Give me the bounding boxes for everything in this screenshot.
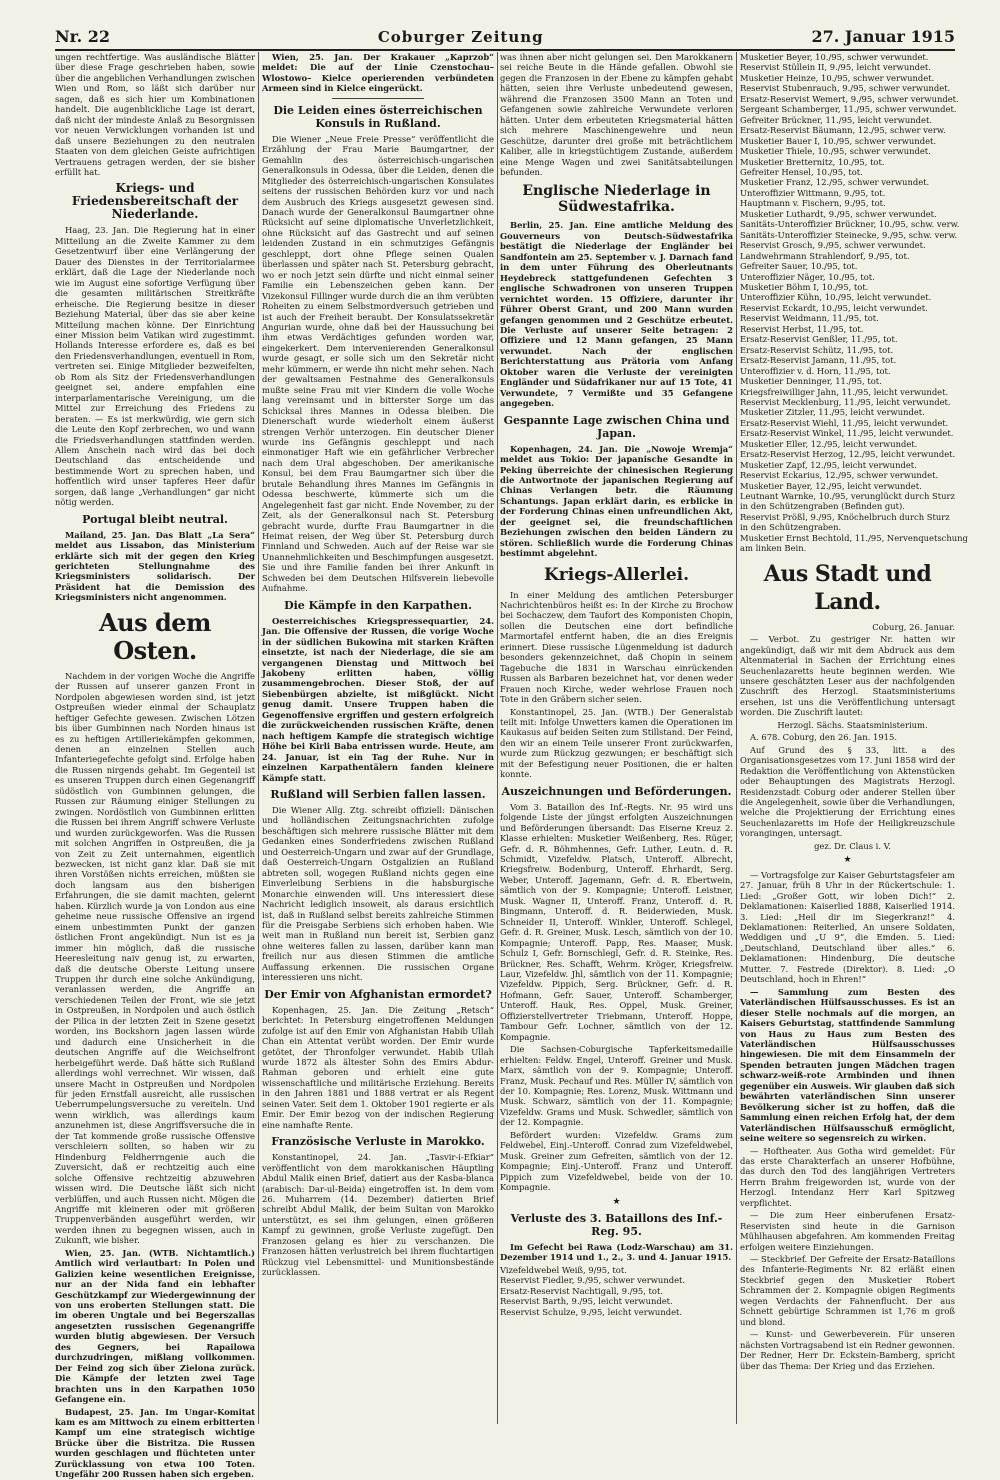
list-item: Ersatz-Reservist Bäumann, 12./95, schwer verw. [740, 125, 946, 136]
list-item: Hauptmann v. Fischern, 9./95, tot. [740, 198, 886, 209]
casualty-list [740, 52, 968, 554]
list-item: Ersatz-Reservist Herzog, 12./95, leicht verwundet. [740, 449, 956, 460]
article-text: Nachdem in der vorigen Woche die Angriffe der Russen auf unserer ganzen Front in Nordpolen abgewiesen worden sind, ist jetzt Ostpreußen wieder einmal der Schauplatz heftiger Gefechte gewesen. Zwischen Lötzen bis über Gumbinnen nach Norden hinaus ist es zu heftigen Artilleriekämpfen gekommen, denen an einzelnen Stellen auch Infanteriegefechte gefolgt sind. Erfolge haben die Russen nirgends gehabt. Im Gegenteil ist es unseren Truppen durch einen Gegenangriff südöstlich von Gumbinnen gelungen, die Russen zur Räumung einiger Stellungen zu zwingen. Nordöstlich von Gumbinnen erlitten die Russen bei ihrem Angriff schwere Verluste und wurden zurückgeworfen. Was die Russen mit solchen Angriffen in Ostpreußen, die ja von Zeit zu Zeit unternahmen, eigentlich bezwecken, ist nicht ganz klar. Daß sie mit ihren Vorstößen nichts erreichen, müßten sie doch langsam aus den bisherigen Erfahrungen, die sie damit machten, gelernt haben. Kürzlich wurde ja von London aus eine geheime neue russische Offensive an irgend einem unbestimmten Punkt der ganzen östlichen Front angekündigt. Nun ist es ja immer hin möglich, daß die russische Heeresleitung naiv genug ist, zu erwarten, daß die deutsche Oberste Leitung unsere Truppen ihr durch eine solche Ankündigung, veranlassen werden, die Angriffe an verschiedenen Teilen der Front, wie sie jetzt in Ostpreußen, in Nordpolen und auch östlich der Pilica in der letzten Zeit in Szene gesetzt worden, ins Bockshorn jagen lassen würde und dadurch eine Unsicherheit in die deutschen Angriffe auf die Weichselfront herbeigeführt werde. Daß hätte sich Rußland allerdings wohl verrechnet. Wir wissen, daß unsere Macht in Ostpreußen und Nordpolen für jeden Ernstfall ausreicht, alle russischen Ueberrumpelungsversuche zu vereiteln. Und wenn wirklich, was allerdings kaum anzunehmen ist, diese Angriffsversuche die in der Tat kommende große russische Offensive verschleiern sollten, so haben wir zu Hindenburg Feldherrngenie auch die Zuversicht, daß er rechtzeitig auch eine solche Offensive rechtzeitig abzuwehren wissen wird. Die Deutsche läßt sich nicht verblüffen, und auch Russen nicht. Mögen die Angriffe mit kleineren oder mit größeren Truppenverbänden ausgeführt werden, wir werden ihnen zu begegnen wissen, auch in Zukunft, wie bisher. [55, 670, 255, 1246]
list-item: Musketier Ernst Bechtold, 11./95, Nervenquetschung [740, 532, 968, 543]
column-3 [500, 52, 733, 1424]
list-item: Musketier Beyer, 10./95, schwer verwundet. [740, 52, 929, 62]
list-item: am linken Bein. [740, 543, 807, 554]
issue-date: 27. Januar 1915 [811, 27, 955, 46]
list-item: Sanitäts-Unteroffizier Steinecke, 9./95, schw. verw. [740, 229, 958, 240]
list-item: Reservist Mecklenburg, 11./95, leicht verwundet. [740, 396, 951, 407]
article-text: — Die zum Heer einberufenen Ersatz-Reservisten sind heute in die Garnison Mühlhausen abgefahren. Am kommenden Freitag erfolgen weitere Einziehungen. [740, 1210, 955, 1252]
article-text: — Vortragsfolge zur Kaiser Geburtstagsfeier am 27. Januar, früh 8 Uhr in der Rückertschule: 1. Lied: „Großer Gott, wir loben Dich!“ 2. Deklamationen: Kaiserlied 1888, Kaiserlied 1914. 3. Lied: „Heil dir im Siegerkranz!“ 4. Deklamationen: Reiterlied, An unsere Soldaten, Weddigen und „U 9“, die Emden. 5. Lied: „Deutschland, Deutschland über alles.“ 6. Deklamationen: Hindenburg, Die deutsche Mutter. 7. Festrede (Direktor). 8. Lied: „O Deutschland, hoch in Ehren!“ [740, 869, 955, 985]
article-text: Wien, 25. Jan. (WTB. Nichtamtlich.) Amtlich wird verlautbart: In Polen und Galizien keine wesentlichen Ereignisse, nur an der Nida fand ein lebhafter Geschützkampf zur Wiedergewinnung der von uns eroberten Stellungen statt. Die im oberen Ungtale und bei Begerszallas angesetzten russischen Gegenangriffe wurden blutig abgewiesen. Der Versuch des Gegners, bei Rapailowa durchzudringen, mißlang vollkommen. Der Feind zog sich über Zielona zurück. Die Kämpfe der letzten zwei Tage brachten uns in den Karpathen 1050 Gefangene ein. [55, 1247, 255, 1405]
star-divider: ★ [843, 855, 852, 866]
list-item: Ersatz-Reservist Wemert, 9./95, schwer verwundet. [740, 93, 959, 104]
list-item: Ersatz-Reservist Winkel, 11./95, leicht verwundet. [740, 428, 954, 439]
article-text: Herzogl. Sächs. Staatsministerium. [777, 719, 928, 730]
headline-emir: Der Emir von Afghanistan ermordet? [264, 987, 492, 1001]
list-item: Vizefeldwebel Weiß, 9/95, tot. [500, 1264, 627, 1275]
headline-kriegs-allerlei: Kriegs-Allerlei. [543, 564, 690, 585]
list-item: Reservist Eckardt, 10./95, leicht verwundet. [740, 302, 928, 313]
list-item: Gefreiter Hensel, 10./95, tot. [740, 166, 863, 177]
signature-line: gez. Dr. Claus i. V. [814, 840, 891, 851]
list-item: Reservist Prößl, 9./95, Knöchelbruch durch Sturz [740, 511, 950, 522]
list-item: Leutnant Warnke, 10./95, verunglückt durch Sturz [740, 491, 955, 502]
article-text: Konstantinopel, 24. Jan. „Tasvir-i-Efkiar“ veröffentlicht von dem marokkanischen Häuptling Abdul Malik einen Brief, datiert aus der Kasba-blanca (arabisch: Dar-ul-Beida) eingetroffen ist. In dem vom 26. Muharrem (14. Dezember) datierten Brief schreibt Abdul Malik, der beim Sultan von Marokko unterstützt, es sei ihm gelungen, einen größeren Kampf zu gewinnen, große Verluste zugefügt. Den Franzosen gelang es hier zu verschanzen. Die Franzosen hätten verlustreich bei ihrem fluchtartigen Rückzug viel Lebensmittel- und Munitionsbestände zurücklassen. [262, 1152, 494, 1278]
column-rule [258, 52, 259, 1424]
list-item: Musketier Heinze, 10./95, schwer verwundet. [740, 72, 935, 83]
article-text: — Hoftheater. Aus Gotha wird gemeldet: Für das erste Charakterfach an unserer Hofbühne, das durch den Tod des langjährigen Vertreters Herrn Brahm freigeworden ist, wurde von der Herzogl. Intendanz Herr Karl Spitzweg verpflichtet. [740, 1145, 955, 1208]
list-item: Unteroffizier Wittmann, 9./95, tot. [740, 187, 886, 198]
article-text: was ihnen aber nicht gelungen sei. Den Marokkanern sei reiche Beute in die Hände gefallen. Obwohl sie gegen die Franzosen in der Ebene zu kämpfen gehabt hätten, seien ihre Verluste unbedeutend gewesen, während die Franzosen 3500 Mann an Toten und Gefangenen sowie zahlreiche Verwundete verloren hätten. Unter dem erbeuteten Kriegsmaterial hätten sich mehrere Maschinengewehre und neun Geschütze, darunter drei große mit beträchtlichem Kaliber, alle in kriegstüchtigem Zustande, außerdem eine Menge Wagen und zwei Sanitätsabteilungen befunden. [500, 52, 733, 177]
list-item: Reservist Barth, 9./95, leicht verwundet. [500, 1296, 673, 1307]
article-text: Kopenhagen, 24. Jan. Die „Nowoje Wremja“ meldet aus Tokio: Der japanische Gesandte in Peking überreichte der chinesischen Regierung die Antwortnote der japanischen Regierung auf Chinas Verlangen betr. die Räumung Schantungs. Japan erklärt darin, es erblicke in der Forderung Chinas einen unfreundlichen Akt, der geeignet sei, die freundschaftlichen Beziehungen zwischen den beiden Ländern zu stören. Schließlich wurde die Forderung Chinas bestimmt abgelehnt. [500, 443, 733, 559]
headline-aus-dem-osten: Aus dem Osten. [99, 607, 211, 665]
list-item: Sergeant Schamberger, 11./95, schwer verwundet. [740, 104, 957, 115]
list-item: Reservist Eckarius, 12./95, schwer verwundet. [740, 470, 939, 481]
headline-verluste: Verluste des 3. Bataillons des Inf.-Reg. 95. [510, 1211, 723, 1238]
list-item: Kriegsfreiwilliger Jahn, 11./95, leicht verwundet. [740, 386, 949, 397]
newspaper-title: Coburger Zeitung [377, 28, 544, 46]
headline-aus-stadt-und-land: Aus Stadt und Land. [763, 560, 932, 615]
list-item: Musketier Thiele, 10./95, schwer verwundet. [740, 146, 931, 157]
separator [332, 98, 425, 99]
list-item: Musketier Eller, 12./95, leicht verwundet. [740, 438, 918, 449]
list-item: Reservist Stubenrauch, 9./95, schwer verwundet. [740, 83, 951, 94]
list-item: Musketier Bayer, 12./95, leicht verwundet. [740, 480, 922, 491]
article-text: In einer Meldung des amtlichen Petersburger Nachrichtenbüros heißt es: In der Kirche zu Brochow bei Sochaczew, dem Taufort des Komponisten Chopin, sollen die Deutschen eine dort befindliche Marmortafel entfernt haben, die an dies Ereignis erinnert. Diese russische Lügenmeldung ist dadurch besonders gekennzeichnet, daß Chopin in seinem Tagebuche die 1831 in Warschau einrückenden Russen als Barbaren bezeichnet hat, vor denen weder Frauen noch Kirche, weder wehrlose Frauen noch Tote in den Gräbern sicher seien. [500, 589, 733, 705]
headline-auszeichnungen: Auszeichnungen und Beförderungen. [501, 784, 732, 798]
article-text: Die Wiener „Neue Freie Presse“ veröffentlicht die Erzählung der Frau Marie Baumgartner, der Gemahlin des österreichisch-ungarischen Generalkonsuls in Odessa, über die Leiden, denen die Mitglieder des österreichisch-ungarischen Konsulates seitens der russischen Behörden kurz vor und nach dem Ausbruch des Kriegs ausgesetzt gewesen sind. Danach wurde der Generalkonsul Baumgartner ohne Rücksicht auf seine diplomatische Unverletzlichkeit, ohne Rücksicht auf das Gastrecht und auf seinen leidenden Zustand in ein schmutziges Gefängnis geschleppt, dort ohne Pflege seinen Qualen überlassen und später nach St. Petersburg gebracht, wo er noch jetzt sein dürfte und nicht einmal seiner Familie ein Lebenszeichen geben kann. Der Vizekonsul Fillinger wurde durch die an ihm verübten Roheiten zu einem Selbstmordversuch getrieben und ist auch der Freiheit beraubt. Der Konsulatssekretär Angurian wurde, ohne daß bei der Haussuchung bei ihm etwas Verdächtiges gefunden worden war, eingekerkert. Dem intervenierenden Generalkonsul wurde gesagt, er solle sich um den Sekretär nicht mehr kümmern, er werde ihn nicht mehr sehen. Nach der gewaltsamen Festnahme des Generalkonsuls mußte seine Frau mit vier Kindern die volle Woche lang vereinsamt und in bitterster Sorge um das Schicksal ihres Mannes in Odessa bleiben. Die Dienerschaft wurde wiederholt einem äußerst strengen Verhör unterzogen. Ein deutscher Diener wurde ins Gefängnis geschleppt und nach einmonatiger Haft wie ein gefährlicher Verbrecher nach dem Ural abgeschoben. Der amerikanische Konsul, bei dem Frau Baumgartner sich über die brutale Behandlung ihres Mannes im Gefängnis in Odessa beschwerte, kümmerte sich um die Angelegenheit fast gar nicht. Ende November, zu der Zeit, als der Generalkonsul nach St. Petersburg gebracht wurde, durfte Frau Baumgartner in die Heimat reisen, der Weg über St. Petersburg durch Finnland und Schweden. Auch auf der Reise war sie Unannehmlichkeiten und Beschimpfungen ausgesetzt. Sie und ihre Familie fanden bei ihrer Ankunft in Schweden bei dem Deutschen Hilfsverein liebevolle Aufnahme. [262, 133, 494, 594]
headline-portugal: Portugal bleibt neutral. [82, 512, 228, 526]
list-item: Gefreiter Sauer, 10./95, tot. [740, 261, 858, 272]
column-1 [55, 52, 255, 1480]
article-text: Berlin, 25. Jan. Eine amtliche Meldung des Gouverneurs von Deutsch-Südwestafrika bestätigt die Niederlage der Engländer bei Sandfontein am 25. September v. J. Darnach fand in dem unter Führung des Oberleutnants Heydebreck stattgefundenen Gefechten 3 englische Schwadronen von unseren Truppen vernichtet worden. 15 Offiziere, darunter ihr Führer Oberst Grant, und 200 Mann wurden gefangen genommen und 2 Geschütze erbeutet. Die Verluste auf unserer Seite betragen: 2 Offiziere und 12 Mann gefangen, 25 Mann verwundet. Nach der englischen Berichterstattung aus Prätoria vom Anfang Oktober waren die Verluste der vereinigten Engländer und Südafrikaner nur auf 15 Tote, 41 Verwundete, 7 Vermißte und 35 Gefangene angegeben. [500, 220, 733, 409]
star-divider: ★ [612, 1196, 621, 1207]
article-text: Kopenhagen, 25. Jan. Die Zeitung „Retsch“ berichtet: In Petersburg eingetroffenen Meldungen zufolge ist auf den Emir von Afghanistan Habib Ullah Chan ein Attentat verübt worden. Der Emir wurde getötet, der Thronfolger verwundet. Habib Ullah wurde 1872 als ältester Sohn des Emirs Abdur-Rahman geboren und erhielt eine gute wissenschaftliche und militärische Erziehung. Bereits in den Jahren 1881 und 1888 vertrat er als Regent seinen Vater. Seit dem 1. Oktober 1901 regierte er als Emir. Der Emir bezog von der indischen Regierung eine namhafte Rente. [262, 1004, 494, 1130]
article-text: — Steckbrief. Der Gefreite der Ersatz-Bataillons des Infanterie-Regiments Nr. 82 erläßt einen Steckbrief gegen den Musketier Robert Schrammen der 2. Kompagnie obigen Regiments wegen Verdachts der Fahnenflucht. Der aus Schnett gebürtige Schrammen ist 1,76 m groß und blond. [740, 1254, 955, 1327]
list-item: Musketier Denninger, 11./95, tot. [740, 376, 882, 387]
list-item: Musketier Franz, 12./95, schwer verwundet. [740, 177, 930, 188]
list-item: Musketier Luthardt, 9./95, schwer verwundet. [740, 208, 937, 219]
list-item: Reservist Schulze, 9./95, leicht verwundet. [500, 1306, 683, 1317]
article-text: Auf Grund des § 33, litt. a des Organisationsgesetzes vom 17. Juni 1858 wird der Redaktion die Veröffentlichung von Aktenstücken oder Behauptungen des Magistrats Herzogl. Residenzstadt Coburg oder anderer Stellen über die Angelegenheit, sowie über die Verhandlungen, welche die Projektierung der Errichtung eines Seuchenlazaretts im Hofe der Heiligkreuzschule vorangingen, untersagt. [740, 744, 955, 839]
list-item: Reservist Herbst, 11./95, tot. [740, 323, 864, 334]
list-item: Ersatz-Reservist Nachtigall, 9./95, tot. [500, 1285, 663, 1296]
list-item: Musketier Böhm I, 10./95, tot. [740, 281, 869, 292]
article-text: Konstantinopel, 25. Jan. (WTB.) Der Generalstab teilt mit: Infolge Unwetters kamen die Operationen im Kaukasus auf beiden Seiten zum Stillstand. Der Feind, den wir an einem Teile unserer Front zurückwarfen, wurde zum Rückzug gezwungen; er beschäftigt sich mit der Befestigung neuer Positionen, die er halten konnte. [500, 706, 733, 780]
article-text: A. 678. Coburg, den 26. Jan. 1915. [750, 732, 897, 743]
headline-karpathen: Die Kämpfe in den Karpathen. [284, 598, 472, 612]
headline-suedwestafrika: Englische Niederlage in Südwestafrika. [522, 183, 711, 216]
headline-serbien: Rußland will Serbien fallen lassen. [270, 788, 486, 801]
column-2 [262, 52, 494, 1424]
list-item: Reservist Weidmann, 11./95, tot. [740, 313, 879, 324]
headline-niederlande: Kriegs- und Friedensbereitschaft der Niederlande. [71, 181, 239, 222]
article-text: Im Gefecht bei Rawa (Lodz-Warschau) am 31. Dezember 1914 und 1., 2., 3. und 4. Januar 1915. [500, 1241, 733, 1263]
casualty-list [500, 1265, 733, 1317]
article-text: — Sammlung zum Besten des Vaterländischen Hülfsausschusses. Es ist an dieser Stelle nochmals auf die morgen, an Kaisers Geburtstag, stattfindende Sammlung von Haus zu Haus zum Besten des Vaterländischen Hülfsausschusses hingewiesen. Die mit dem Einsammeln der Spenden betrauten jungen Mädchen tragen schwarz-weiß-rote Armbinden und ihnen gegenüber ein Ausweis. Wir glauben daß sich bewährten vaterländischen Sinn unserer Bevölkerung sicher ist zu hoffen, daß die Sammlung einen reichen Erfolg hat, der dem Vaterländischen Hülfsausschuß ermöglicht, seine weitere so segensreich zu wirken. [740, 986, 955, 1144]
article-text: Mailand, 25. Jan. Das Blatt „La Sera“ meldet aus Lissabon, das Ministerium erklärte sich mit der gegen den Krieg gerichteten Stellungnahme des Kriegsministers solidarisch. Der Präsident hat die Demission des Kriegsministers nicht angenommen. [55, 529, 255, 603]
article-text: Haag, 23. Jan. Die Regierung hat in einer Mitteilung an die Zweite Kammer zu dem Gesetzentwurf über eine Verlängerung der Dauer des Dienstes in der Territorialarmee erklärt, daß die Lage der Niederlande noch wie im August eine sofortige Verfügung über die gesamten militärischen Streitkräfte erheische. Die Regierung besitze in dieser Beziehung Material, über das sie aber keine Mitteilung machen könne. Der Einrichtung einer Mission beim Vatikan wird zugestimmt. Hollands Interesse erfordere es, daß es bei den Friedensverhandlungen, eventuell in Rom, vertreten sei. Einige Mitglieder bezweifelten, ob Rom als Sitz der Friedensverhandlungen geeignet sei, andere empfahlen eine interparlamentarische Vereinigung, um die Mittel zur Erreichung des Friedens zu beraten. — Es ist merkwürdig, wie gern sich die Leute den Kopf zerbrechen, wo und wann die Friedsverhandlungen stattfinden werden. Allem Anschein nach wird das bei doch Deutschland das entscheidende und bestimmende Wort zu sprechen haben, und hoffentlich wird unser tapferes Heer dafür sorgen, daß lange „Verhandlungen“ gar nicht nötig werden. [55, 225, 255, 508]
article-text: Budapest, 25. Jan. Im Ungar-Komitat kam es am Mittwoch zu einem erbitterten Kampf um eine strategisch wichtige Brücke über die Bistritza. Die Russen wurden geschlagen und flüchteten unter Zurücklassung von etwa 100 Toten. Ungefähr 200 Russen haben sich ergeben. [55, 1406, 255, 1480]
list-item: Ersatz-Reservist Schütz, 11./95, tot. [740, 344, 894, 355]
article-text: Vom 3. Bataillon des Inf.-Regts. Nr. 95 wird uns folgende Liste der jüngst erfolgten Auszeichnungen und Beförderungen übersandt: Das Eiserne Kreuz 2. Klasse erhielten: Musketier Weißenberg, Res. Rüger, Gefr. d. R. Böhmhennes, Gefr. Luther, Leutn. d. R. Schmidt, Vizefeldw. Platsch, Unteroff. Albrecht, Kriegsfreiw. Bodenburg, Unteroff. Ehrhardt, Serg. Weber, Unteroff. Jagemann, Gefr. d. R. Ebertwein, sämtlich von der 9. Kompagnie; Unteroff. Leistner, Musk. Wagner II, Unteroff. Franz, Unteroff. d. R. Bingmann, Unteroff. d. R. Beiderwieden, Musk. Schneider II, Unteroff. Winkler, Unteroff. Schlegel, Gefr. d. R. Greiner, Musk. Lesch, sämtlich von der 10. Kompagnie; Unteroff. Papp, Res. Maaser, Musk. Schulz I, Gefr. Bornschlegl, Gefr. d. R. Steinke, Res. Brückner, Res. Schafft, Wehrm. Kröger, Kriegsfreiw. Laur, Vizefeldw. Jhl, sämtlich von der 11. Kompagnie; Vizefeldw. Pippich, Serg. Brückner, Gefr. d. R. Hofmann, Gefr. Sauer, Unteroff. Schamberger, Unteroff. Hauk, Res. Oppel, Musk. Greiner, Offizierstellvertreter Triebmann, Unteroff. Hoppe, Tambour Gefr. Lochner, sämtlich von der 12. Kompagnie. [500, 801, 733, 1042]
list-item: Musketier Zitzler, 11./95, leicht verwundet. [740, 407, 925, 418]
article-text: Wien, 25. Jan. Der Krakauer „Kaprzob“ meldet: Die auf der Linie Czenstochau–Wlostowo– Kielce operierenden verbündeten Armeen sind in Kielce eingerückt. [262, 52, 494, 94]
dateline: Coburg, 26. Januar. [872, 621, 955, 632]
list-item: Reservist Grosch, 9./95, schwer verwundet. [740, 240, 926, 251]
column-4 [740, 52, 968, 1424]
list-item: Unteroffizier v. d. Horn, 11./95, tot. [740, 365, 891, 376]
article-text: ungen rechtfertige. Was ausländische Blätter über diese Frage geschrieben haben, sowie über die angeblichen Verhandlungen zwischen Wien und Rom, so läßt sich darüber nur sagen, daß es sich hier um Kombinationen handelt. Die augenblickliche Lage ist derart, daß nicht der mindeste Anlaß zu Besorgnissen vor neuen Verwicklungen vorhanden ist und daß unsere Beziehungen zu den neutralen Staaten von dem gleichen Geiste aufrichtigen Vertrauens getragen werden, der sie bisher erfüllt hat. [55, 52, 255, 177]
list-item: Unteroffizier Kühn, 10./95, leicht verwundet. [740, 292, 932, 303]
headline-marokko: Französische Verluste in Marokko. [271, 1135, 485, 1149]
article-text: Die Wiener Allg. Ztg. schreibt offiziell: Dänischen und holländischen Zeitungsnachrichten zufolge beschäftigen sich mehrere russische Blätter mit dem Gedanken eines Sonderfriedens zwischen Rußland und Oesterreich-Ungarn und zwar auf der Grundlage, daß Oesterreich-Ungarn Ostgalizien an Rußland abtreten soll, wogegen Rußland nichts gegen eine Einverleibung Serbiens in die habsburgische Monarchie einwenden will. Uns interessiert diese Nachricht lediglich insoweit, als daraus ersichtlich ist, daß in Rußland selbst bereits zahlreiche Stimmen für die Preisgabe Serbiens sich erhoben haben. Wie weit man in Rußland nun bereit ist, Serbien ganz ohne weiteres fallen zu lassen, darüber kann man freilich nur aus diesen Stimmen die amtliche Auffassung erkennen. Die russischen Organe interessieren uns nicht. [262, 805, 494, 983]
article-text: Befördert wurden: Vizefeldw. Grams zum Feldwebel, Einj.-Unteroff. Conrad zum Vizefeldwebel, Musk. Greiner zum Gefreiten, sämtlich von der 12. Kompagnie; Einj.-Unteroff. Franz und Unteroff. Pippich zum Vizefeldwebel, beide von der 10. Kompagnie. [500, 1129, 733, 1193]
column-rule [736, 52, 737, 1424]
list-item: Musketier Bauer I, 10./95, schwer verwundet. [740, 135, 937, 146]
list-item: Ersatz-Reservist Genßler, 11./95, tot. [740, 334, 898, 345]
list-item: Ersatz-Reservist Jamann, 11./95, tot. [740, 355, 897, 366]
headline-konsul: Die Leiden eines österreichischen Konsuls in Rußland. [273, 103, 483, 130]
list-item: Ersatz-Reservist Wiehl, 11./95, leicht verwundet. [740, 417, 949, 428]
list-item: Reservist Fiedler, 9./95, schwer verwundet. [500, 1275, 686, 1286]
article-text: — Verbot. Zu gestriger Nr. hatten wir angekündigt, daß wir mit dem Abdruck aus dem Altenmaterial in Sachen der Errichtung eines Seuchenlazaretts heute beginnen werden. Wie unsere geschätzten Leser aus der nachfolgenden Zuschrift des Herzogl. Staatsministeriums ersehen, ist uns die Veröffentlichung untersagt worden. Die Zuschrift lautet: [740, 634, 955, 718]
list-item: Musketier Zapf, 12./95, leicht verwundet. [740, 459, 917, 470]
list-item: Landwehrmann Strahlendorf, 9./95, tot. [740, 250, 910, 261]
list-item: Unteroffizier Näger, 10./95, tot. [740, 271, 875, 282]
masthead [55, 22, 955, 51]
headline-china-japan: Gespannte Lage zwischen China und Japan. [503, 413, 730, 440]
list-item: in den Schützengraben. [740, 522, 842, 533]
list-item: Reservist Stüllein II, 9./95, leicht verwundet. [740, 62, 931, 73]
list-item: Musketier Bretternitz, 10./95, tot. [740, 156, 885, 167]
list-item: Sanitäts-Unteroffizier Brückner, 10./95, schw. verw. [740, 219, 960, 230]
list-item: Gefreiter Brückner, 11./95, leicht verwundet. [740, 114, 932, 125]
list-item: in den Schützengraben (Befinden gut). [740, 501, 905, 512]
article-text: — Kunst- und Gewerbeverein. Für unseren nächsten Vortragsabend ist ein Redner gewonnen. Der Redner, Herr Dr. Eckstein-Bamberg, spricht über das Thema: Der Krieg und das Erziehen. [740, 1329, 955, 1371]
article-text: Oesterreichisches Kriegspressequartier, 24. Jan. Die Offensive der Russen, die vorige Woche in der südlichen Bukowina mit starken Kräften einsetzte, ist nach der Niederlage, die sie am vergangenen Dienstag und Mittwoch bei Jakobeny erlitten haben, völlig zusammengebrochen. Dieser Stoß, der auf Siebenbürgen abzielte, ist mißglückt. Nicht genug damit. Unsere Truppen haben die Gegenoffensive ergriffen und gestern erfolgreich die zurückweichenden russischen Kräfte, denen nach heftigem Kampfe die strategisch wichtige Höhe bei Kirli Baba entrissen wurde. Heute, am 24. Januar, ist ein Tag der Ruhe. Nur in einzelnen Karpathentälern fanden kleinere Kämpfe statt. [262, 615, 494, 783]
issue-number: Nr. 22 [55, 27, 110, 46]
column-rule [497, 52, 498, 1424]
article-text: Die Sachsen-Coburgische Tapferkeitsmedaille erhielten: Feldw. Engel, Unteroff. Greiner und Musk. Marx, sämtlich von der 9. Kompagnie; Unteroff. Franz, Musk. Pechauf und Res. Müller IV, sämtlich von der 10. Kompagnie; Res. Lorenz, Musk. Wittmann und Musk. Schwarz, sämtlich von der 11. Kompagnie; Vizefeldw. Grams und Musk. Schwedler, sämtlich von der 12. Kompagnie. [500, 1044, 733, 1128]
